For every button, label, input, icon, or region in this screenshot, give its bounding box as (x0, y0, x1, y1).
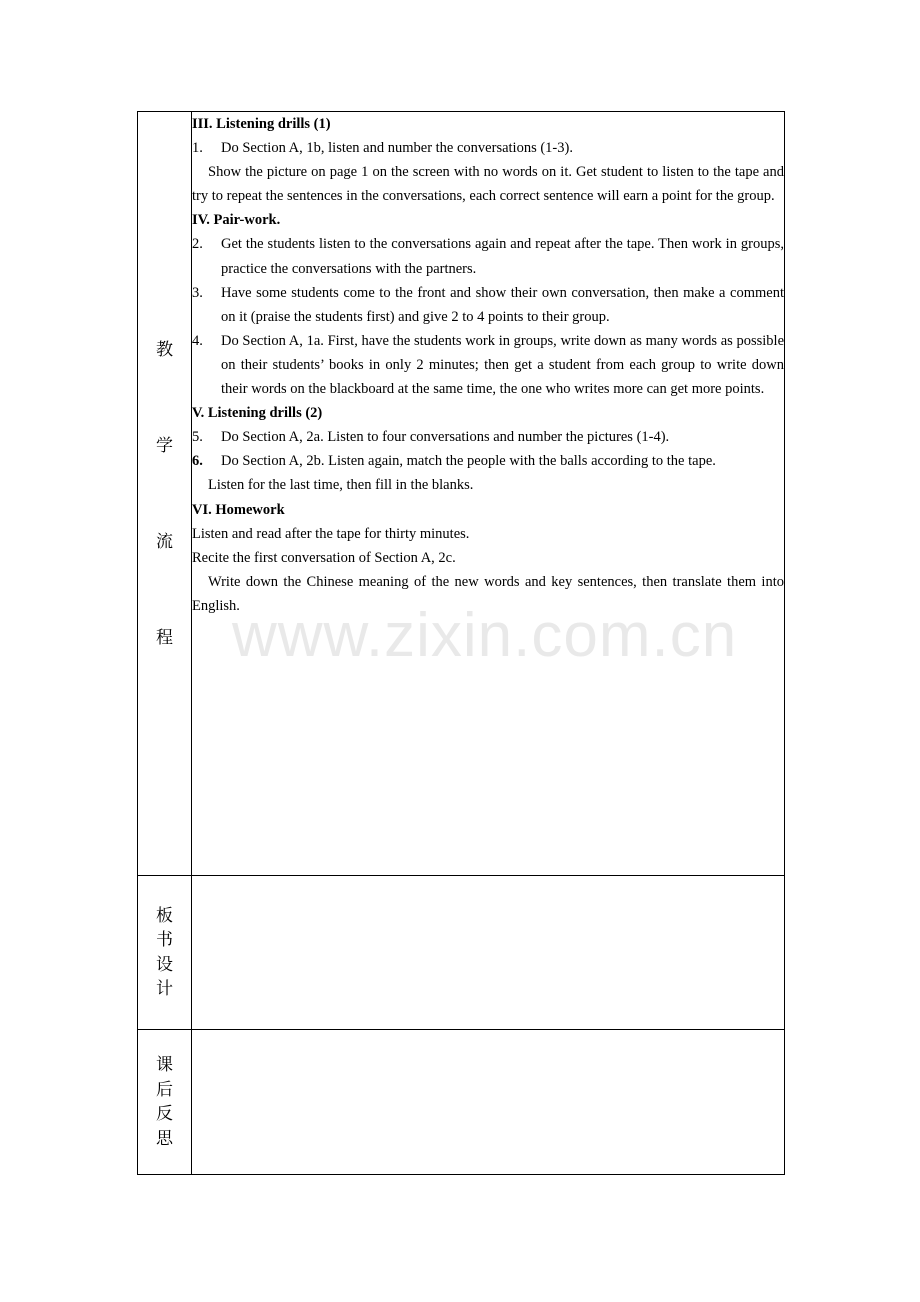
item-number: 5. (192, 429, 203, 446)
list-item (192, 449, 784, 473)
list-item (192, 281, 784, 329)
label-char: 程 (156, 627, 173, 648)
label-char: 反 (156, 1104, 173, 1124)
reflection-row (138, 1030, 785, 1175)
label-char: 教 (156, 339, 173, 360)
item-text: Get the students listen to the conversations again and repeat after the tape. Then work in groups, practice the conversations with the partners. (221, 236, 784, 277)
label-char: 学 (156, 435, 173, 456)
paragraph: Listen and read after the tape for thirty minutes. (192, 525, 470, 542)
item-number: 6. (192, 453, 203, 470)
item-text: Have some students come to the front and show their own conversation, then make a comment on it (praise the students first) and give 2 to 4 points to their group. (221, 284, 784, 325)
paragraph: Listen for the last time, then fill in the blanks. (208, 477, 474, 494)
watermark: www.zixin.com.cn (232, 601, 738, 670)
item-number: 2. (192, 236, 203, 253)
heading-listening-drills-2: V. Listening drills (2) (192, 405, 323, 422)
reflection-label (138, 1030, 192, 1175)
list-item (192, 329, 784, 401)
label-char: 流 (156, 531, 173, 552)
label-char: 板 (156, 905, 173, 926)
item-text: Do Section A, 2a. Listen to four conversations and number the pictures (1-4). (221, 429, 670, 446)
board-design-row (138, 876, 785, 1030)
label-char: 思 (156, 1128, 173, 1149)
label-char: 计 (156, 979, 173, 999)
paragraph: Write down the Chinese meaning of the new words and key sentences, then translate them into English. (192, 573, 784, 614)
item-text: Do Section A, 1a. First, have the students work in groups, write down as many words as possible on their students’ books in only 2 minutes; then get a student from each group to write down their words on the blackboard at the same time, the one who writes more can get more points. (221, 332, 784, 398)
lesson-plan-table (137, 111, 785, 1175)
item-text: Do Section A, 2b. Listen again, match the people with the balls according to the tape. (221, 453, 716, 470)
board-design-content (192, 876, 785, 1030)
list-item (192, 425, 784, 449)
item-text: Do Section A, 1b, listen and number the conversations (1-3). (221, 140, 573, 157)
heading-listening-drills-1: III. Listening drills (1) (192, 116, 331, 132)
list-item (192, 232, 784, 280)
heading-homework: VI. Homework (192, 501, 285, 518)
label-char: 书 (156, 930, 173, 950)
board-design-label (138, 876, 192, 1030)
list-item (192, 136, 784, 160)
label-char: 后 (156, 1079, 173, 1100)
label-char: 课 (156, 1055, 173, 1075)
item-number: 4. (192, 332, 203, 349)
paragraph: Recite the first conversation of Section A, 2c. (192, 549, 456, 566)
teaching-process-row (138, 112, 785, 876)
teaching-process-content (192, 112, 785, 876)
label-char: 设 (156, 954, 173, 975)
paragraph: Show the picture on page 1 on the screen with no words on it. Get student to listen to the tape and try to repeat the sentences in the conversations, each correct sentence will earn a point for the group. (192, 164, 784, 205)
teaching-process-label (138, 112, 192, 876)
reflection-content (192, 1030, 785, 1175)
heading-pair-work: IV. Pair-work. (192, 212, 281, 229)
item-number: 1. (192, 140, 203, 157)
item-number: 3. (192, 284, 203, 301)
